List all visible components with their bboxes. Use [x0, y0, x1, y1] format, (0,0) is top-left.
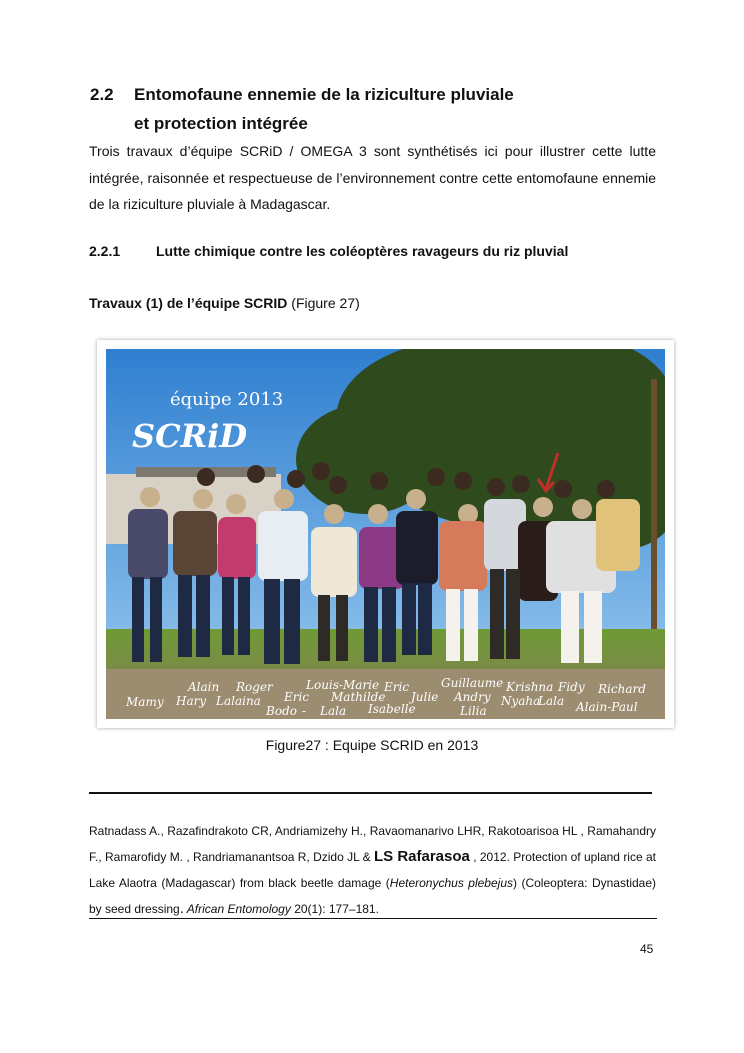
subsection-title: Lutte chimique contre les coléoptères ravageurs du riz pluvial — [156, 243, 569, 259]
reference-volume: 20(1): 177–181. — [290, 902, 379, 916]
name-label: Fidy — [558, 680, 585, 694]
tree-trunk — [651, 379, 657, 629]
name-label: Krishna — [506, 680, 554, 694]
name-label: Bodo — [266, 704, 297, 718]
name-label: Alain-Paul — [576, 700, 638, 714]
name-label: Eric — [384, 680, 410, 694]
intro-paragraph: Trois travaux d’équipe SCRiD / OMEGA 3 sont synthétisés ici pour illustrer cette lutte intégrée, raisonnée et respectueuse de l’environnement contre cette entomofaune ennemie de la riziculture pluviale à Madagascar. — [89, 143, 656, 212]
name-label: Roger — [236, 680, 273, 694]
name-label: Mathilde — [331, 690, 386, 704]
reference-title-end: ) (Coleoptera: Dynastidae) by seed dressing — [89, 876, 657, 916]
name-label: Lala — [320, 704, 347, 718]
subsection-number: 2.2.1 — [89, 243, 121, 259]
name-label: Guillaume — [441, 676, 504, 690]
name-label: Mamy — [126, 695, 164, 709]
travaux-figure-ref: (Figure 27) — [287, 295, 360, 311]
name-label: Nyaha — [501, 694, 541, 708]
name-label: Lala — [538, 694, 565, 708]
figure-caption: Figure27 : Equipe SCRID en 2013 — [265, 737, 479, 753]
separator-line — [89, 792, 652, 794]
section-title-line1: Entomofaune ennemie de la riziculture pluviale — [134, 85, 514, 104]
reference-highlight-author: LS Rafarasoa — [374, 848, 470, 865]
section-title-line2: et protection intégrée — [134, 114, 308, 133]
reference-species: Heteronychus plebejus — [389, 876, 513, 890]
reference-title: , 2012. Protection of upland rice at Lake Alaotra (Madagascar) from black beetle damage ( — [89, 850, 656, 890]
footer-separator-line — [89, 918, 657, 919]
subsection-heading — [89, 243, 569, 259]
name-label: Lalaina — [216, 694, 261, 708]
team-photo — [106, 349, 665, 719]
page-number: 45 — [640, 942, 654, 956]
name-label: Hary — [176, 694, 207, 708]
travaux-label: Travaux (1) de l’équipe SCRID — [89, 295, 288, 311]
travaux-line — [89, 295, 360, 311]
name-label: Isabelle — [368, 702, 416, 716]
photo-overlay-year: équipe 2013 — [170, 389, 284, 410]
reference-journal: African Entomology — [183, 902, 291, 916]
photo-overlay-team: SCRiD — [132, 417, 248, 455]
reference-paragraph — [89, 818, 656, 922]
team-photo-frame — [97, 340, 674, 728]
name-label: - — [302, 704, 307, 718]
name-label: Richard — [598, 682, 646, 696]
name-label: Andry — [454, 690, 491, 704]
name-label: Julie — [411, 690, 439, 704]
name-label: Louis-Marie — [306, 678, 380, 692]
section-number: 2.2 — [90, 85, 114, 104]
name-label: Eric — [284, 690, 310, 704]
reference-dot: . — [179, 900, 184, 917]
name-label: Lilia — [460, 704, 487, 718]
name-label: Alain — [188, 680, 220, 694]
reference-authors: Ratnadass A., Razafindrakoto CR, Andriamizehy H., Ravaomanarivo LHR, Rakotoarisoa HL , Ramahandry F., Ramarofidy M. , Randriamanantsoa R, Dzido JL & — [89, 824, 656, 864]
